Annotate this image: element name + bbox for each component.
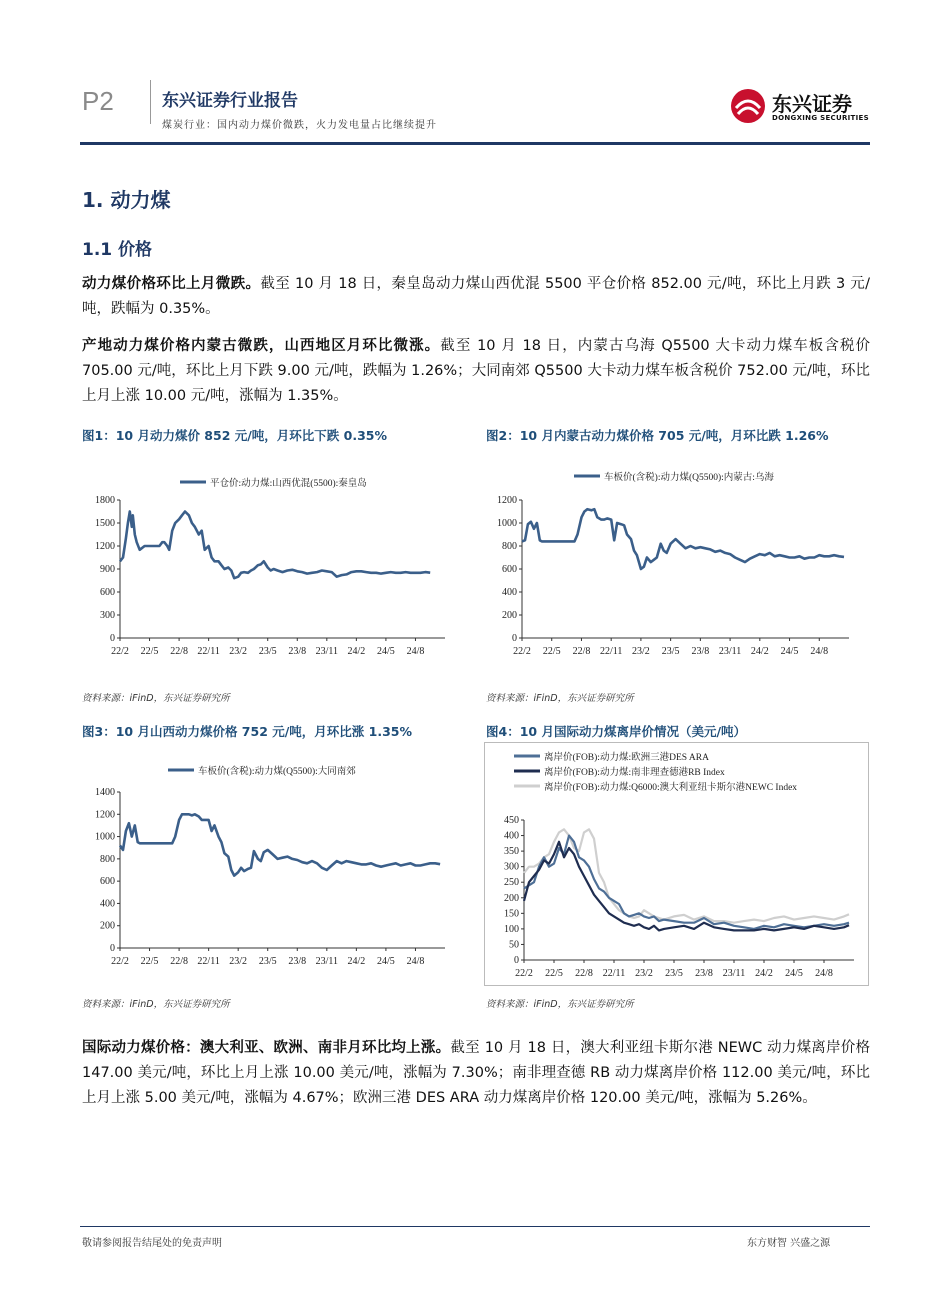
x-tick-label: 23/2 xyxy=(632,646,650,657)
x-tick-label: 22/11 xyxy=(197,956,220,967)
y-tick-label: 900 xyxy=(100,564,115,575)
x-tick-label: 22/8 xyxy=(170,956,188,967)
y-tick-label: 450 xyxy=(504,815,519,826)
paragraph-body: 截至 10 月 18 日，秦皇岛动力煤山西优混 5500 平仓价格 852.00 元/吨，环比上月跌 3 元/吨，跌幅为 0.35%。 xyxy=(82,276,871,317)
y-tick-label: 800 xyxy=(502,541,517,552)
report-title: 东兴证券行业报告 xyxy=(162,91,298,111)
figure-2-source: 资料来源：iFinD，东兴证券研究所 xyxy=(486,693,634,704)
x-tick-label: 24/8 xyxy=(815,968,833,979)
disclaimer-note: 敬请参阅报告结尾处的免责声明 xyxy=(82,1238,222,1249)
report-subtitle: 煤炭行业：国内动力煤价微跌，火力发电量占比继续提升 xyxy=(162,120,437,131)
logo-subtext: DONGXING SECURITIES xyxy=(772,114,869,122)
x-tick-label: 23/2 xyxy=(635,968,653,979)
y-tick-label: 1200 xyxy=(95,541,115,552)
legend-label: 离岸价(FOB):动力煤:Q6000:澳大利亚纽卡斯尔港NEWC Index xyxy=(544,783,798,793)
y-tick-label: 200 xyxy=(504,892,519,904)
y-tick-label: 600 xyxy=(502,564,517,575)
x-tick-label: 22/5 xyxy=(140,646,159,657)
y-tick-label: 250 xyxy=(504,877,519,889)
x-tick-label: 23/11 xyxy=(718,646,742,657)
y-tick-label: 100 xyxy=(504,923,519,935)
x-tick-label: 24/5 xyxy=(780,646,799,657)
series-line xyxy=(120,512,430,579)
y-tick-label: 50 xyxy=(509,939,519,951)
x-tick-label: 22/2 xyxy=(111,956,129,967)
y-tick-label: 0 xyxy=(512,633,517,644)
x-tick-label: 23/8 xyxy=(288,646,307,657)
y-tick-label: 150 xyxy=(504,908,519,920)
x-tick-label: 24/5 xyxy=(785,968,803,979)
x-tick-label: 23/11 xyxy=(315,956,339,967)
x-tick-label: 22/8 xyxy=(575,968,593,979)
x-tick-label: 22/5 xyxy=(545,968,563,979)
x-tick-label: 23/5 xyxy=(661,646,680,657)
x-tick-label: 23/5 xyxy=(258,956,277,967)
x-tick-label: 23/8 xyxy=(288,956,307,967)
x-tick-label: 23/5 xyxy=(258,646,277,657)
x-tick-label: 22/11 xyxy=(602,968,626,979)
y-tick-label: 0 xyxy=(514,955,519,966)
footer-rule xyxy=(80,1226,870,1227)
x-tick-label: 22/8 xyxy=(572,646,591,657)
y-tick-label: 300 xyxy=(100,610,115,621)
x-tick-label: 24/5 xyxy=(377,956,395,967)
x-tick-label: 24/2 xyxy=(347,646,366,657)
y-tick-label: 350 xyxy=(504,846,519,858)
x-tick-label: 23/5 xyxy=(665,968,683,979)
paragraph-body: 截至 10 月 18 日，内蒙古乌海 Q5500 大卡动力煤车板含税价 705.00 元/吨，环比上月下跌 9.00 元/吨，跌幅为 1.26%；大同南郊 Q5500 大卡动力煤车板含税价 752.00 元/吨，环比上月上涨 10.00 元/吨，涨幅为 1.35%。 xyxy=(82,338,871,404)
figure-1-title: 图1：10 月动力煤价 852 元/吨，月环比下跌 0.35% xyxy=(82,428,388,443)
x-tick-label: 23/2 xyxy=(229,646,248,657)
x-tick-label: 22/11 xyxy=(197,646,220,657)
figure-1-source: 资料来源：iFinD，东兴证券研究所 xyxy=(82,693,230,704)
x-tick-label: 23/8 xyxy=(695,968,713,979)
x-tick-label: 22/11 xyxy=(599,646,623,657)
x-tick-label: 22/2 xyxy=(513,646,531,657)
y-tick-label: 1500 xyxy=(95,518,115,529)
x-tick-label: 24/2 xyxy=(755,968,773,979)
chart-1 xyxy=(80,448,470,670)
figure-3-source: 资料来源：iFinD，东兴证券研究所 xyxy=(82,999,230,1010)
y-tick-label: 0 xyxy=(110,943,115,954)
y-tick-label: 800 xyxy=(100,853,115,865)
y-tick-label: 400 xyxy=(100,898,115,910)
y-tick-label: 400 xyxy=(504,830,519,842)
x-tick-label: 22/8 xyxy=(170,646,188,657)
figure-4-source: 资料来源：iFinD，东兴证券研究所 xyxy=(486,999,634,1010)
series-line xyxy=(524,829,849,922)
section-heading: 1. 动力煤 xyxy=(82,188,171,212)
y-tick-label: 200 xyxy=(502,610,517,621)
figure-2-title: 图2：10 月内蒙古动力煤价格 705 元/吨，月环比跌 1.26% xyxy=(486,428,829,443)
legend-label: 车板价(含税):动力煤(Q5500):大同南郊 xyxy=(198,767,356,777)
series-line xyxy=(522,509,844,569)
legend-label: 离岸价(FOB):动力煤:欧洲三港DES ARA xyxy=(544,753,709,763)
footer-slogan: 东方财智 兴盛之源 xyxy=(747,1238,831,1249)
paragraph-1 xyxy=(82,272,870,322)
y-tick-label: 1200 xyxy=(95,809,115,821)
header-divider xyxy=(150,80,151,124)
y-tick-label: 400 xyxy=(502,587,517,598)
x-tick-label: 24/2 xyxy=(750,646,769,657)
logo-text: 东兴证券 xyxy=(772,92,852,116)
x-tick-label: 24/5 xyxy=(377,646,395,657)
legend-label: 车板价(含税):动力煤(Q5500):内蒙古:乌海 xyxy=(604,473,774,483)
chart-2 xyxy=(484,448,874,670)
figure-4-title: 图4：10 月国际动力煤离岸价情况（美元/吨） xyxy=(486,724,747,739)
x-tick-label: 23/11 xyxy=(722,968,746,979)
subsection-heading: 1.1 价格 xyxy=(82,240,153,260)
x-tick-label: 24/8 xyxy=(406,646,425,657)
paragraph-3 xyxy=(82,1036,870,1111)
x-tick-label: 24/8 xyxy=(406,956,425,967)
series-line xyxy=(120,814,440,875)
y-tick-label: 600 xyxy=(100,876,115,888)
paragraph-body: 截至 10 月 18 日，澳大利亚纽卡斯尔港 NEWC 动力煤离岸价格 147.00 美元/吨，环比上月上涨 10.00 美元/吨，涨幅为 7.30%；南非理查德 RB 动力煤离岸价格 112.00 美元/吨，环比上月上涨 5.00 美元/吨，涨幅为 4.67%；欧洲三港 DES ARA 动力煤离岸价格 120.00 美元/吨，涨幅为 5.26%。 xyxy=(82,1040,871,1106)
y-tick-label: 1200 xyxy=(497,495,517,506)
y-tick-label: 1000 xyxy=(95,831,115,843)
x-tick-label: 22/2 xyxy=(111,646,129,657)
paragraph-2 xyxy=(82,334,870,409)
x-tick-label: 24/8 xyxy=(810,646,829,657)
y-tick-label: 1000 xyxy=(497,518,517,529)
x-tick-label: 23/8 xyxy=(691,646,710,657)
page-number: P2 xyxy=(82,86,114,116)
y-tick-label: 600 xyxy=(100,587,115,598)
x-tick-label: 22/2 xyxy=(515,968,533,979)
paragraph-lead: 国际动力煤价格：澳大利亚、欧洲、南非月环比均上涨。 xyxy=(82,1040,451,1056)
y-tick-label: 1800 xyxy=(95,495,115,506)
y-tick-label: 1400 xyxy=(95,787,115,798)
y-tick-label: 200 xyxy=(100,920,115,932)
figure-3-title: 图3：10 月山西动力煤价格 752 元/吨，月环比涨 1.35% xyxy=(82,724,413,739)
chart-3 xyxy=(80,746,470,974)
chart-4 xyxy=(484,742,869,986)
x-tick-label: 23/11 xyxy=(315,646,339,657)
x-tick-label: 22/5 xyxy=(140,956,159,967)
x-tick-label: 22/5 xyxy=(542,646,561,657)
legend-label: 离岸价(FOB):动力煤:南非理查德港RB Index xyxy=(544,768,725,778)
paragraph-lead: 动力煤价格环比上月微跌。 xyxy=(82,276,261,292)
x-tick-label: 24/2 xyxy=(347,956,366,967)
y-tick-label: 300 xyxy=(504,861,519,873)
x-tick-label: 23/2 xyxy=(229,956,248,967)
header-rule xyxy=(80,142,870,145)
y-tick-label: 0 xyxy=(110,633,115,644)
paragraph-lead: 产地动力煤价格内蒙古微跌，山西地区月环比微涨。 xyxy=(82,338,441,354)
legend-label: 平仓价:动力煤:山西优混(5500):秦皇岛 xyxy=(210,479,367,489)
